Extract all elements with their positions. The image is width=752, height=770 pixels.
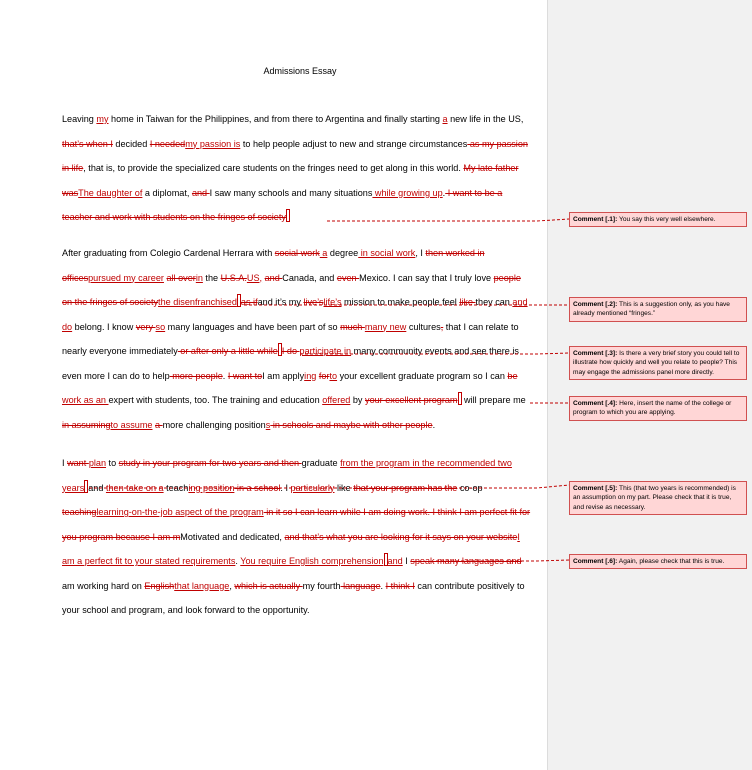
- deletion-run: ,: [440, 321, 444, 332]
- text-run: .: [235, 556, 241, 566]
- text-run: belong. I know: [72, 321, 136, 332]
- deletion-run: in it so I can learn while I am doing work. I think I am perfect fit for you program because I am m: [62, 507, 531, 542]
- insertion-run: ing: [304, 370, 317, 381]
- comment-3-text: Is there a very brief story you could tell to illustrate how quickly and well you relate to people? This may engage the admissions panel more directly.: [573, 350, 740, 376]
- comment-5-text: This (that two years is recommended) is an assumption on my part. Please check that it is true, and revise as necessary.: [573, 485, 736, 511]
- text-run: After graduating from Colegio Cardenal Herrara with: [62, 248, 275, 258]
- text-run: cultures: [406, 321, 441, 332]
- deletion-run: much: [340, 321, 365, 332]
- deletion-run: I want to be a teacher and work with students on the fringes of society: [62, 187, 503, 222]
- deletion-run: study in your program for two years and then: [118, 458, 302, 468]
- deletion-run: and: [191, 187, 210, 198]
- text-run: by: [350, 395, 366, 405]
- text-run: co-op: [457, 482, 483, 493]
- deletion-run: social work: [274, 248, 320, 258]
- comment-3[interactable]: [569, 346, 747, 380]
- deletion-run: and: [264, 272, 283, 283]
- insertion-run: my: [96, 114, 109, 124]
- text-run: to: [106, 458, 119, 468]
- comment-2-text: This is a suggestion only, as you have already mentioned “fringes.”: [573, 301, 730, 318]
- text-run: I: [62, 458, 68, 468]
- insertion-run: many new: [364, 321, 407, 332]
- text-run: am working hard on: [62, 580, 145, 591]
- text-run: .: [432, 419, 436, 430]
- text-run: graduate: [301, 458, 341, 468]
- text-run: teach: [163, 482, 189, 493]
- deletion-run: in schools and maybe with other people: [270, 419, 433, 430]
- text-run: the: [202, 272, 221, 283]
- text-run: a diplomat,: [142, 187, 192, 198]
- comment-1-text: You say this very well elsewhere.: [617, 216, 716, 223]
- connector-6: [436, 560, 569, 561]
- insertion-run: that language: [174, 580, 230, 591]
- deletion-run: all over: [166, 272, 196, 283]
- comment-3-label: Comment [.3]:: [573, 350, 618, 357]
- text-run: I saw many schools and many situations: [209, 187, 373, 198]
- deletion-run: that’s when I: [62, 138, 113, 149]
- text-run: new life in the US,: [447, 114, 524, 124]
- text-run: like: [334, 482, 354, 493]
- insertion-run: You require English comprehension: [240, 556, 384, 566]
- text-run: degree: [327, 248, 359, 258]
- insertion-run: offered: [322, 395, 351, 405]
- deletion-run: and that’s what you are looking for it says on your website: [284, 531, 518, 542]
- deletion-run: which is actually: [234, 580, 303, 591]
- deletion-run: want: [67, 458, 89, 468]
- text-run: .: [380, 580, 386, 591]
- comment-1[interactable]: [569, 212, 747, 227]
- insertion-run: while growing up: [372, 187, 443, 198]
- deletion-run: language: [340, 580, 381, 591]
- comment-4[interactable]: [569, 396, 747, 421]
- insertion-run: life’s: [323, 297, 342, 307]
- insertion-run: a: [319, 248, 328, 258]
- deletion-run: like: [459, 297, 476, 307]
- essay-title: Admissions Essay: [263, 66, 337, 76]
- insertion-run: to assume: [110, 419, 153, 430]
- connector-1: [327, 219, 569, 221]
- comment-5-label: Comment [.5]:: [573, 485, 618, 492]
- text-run: . I: [280, 482, 291, 493]
- text-run: that I can relate to nearly everyone immediately: [62, 321, 519, 356]
- deletion-run: or after only a little while: [177, 346, 278, 356]
- deletion-run: I think I: [385, 580, 415, 591]
- deletion-run: teaching: [62, 507, 97, 517]
- insertion-run: the disenfranchised: [158, 297, 237, 307]
- deletion-run: I want to: [227, 370, 263, 381]
- insertion-run: US,: [246, 272, 263, 283]
- comment-6-label: Comment [.6]:: [573, 558, 618, 565]
- insertion-run: in: [195, 272, 203, 283]
- connector-5: [89, 485, 569, 488]
- text-run: Leaving: [62, 114, 97, 124]
- insertion-run: I am a perfect fit to your stated requirements: [62, 531, 520, 566]
- deletion-run: people on the fringes of society: [62, 272, 521, 307]
- insertion-run: plan: [88, 458, 107, 468]
- text-run: decided: [112, 138, 150, 149]
- text-run: .: [222, 370, 228, 381]
- comment-6[interactable]: [569, 554, 747, 569]
- text-run: Mexico. I can say that I truly love: [359, 272, 494, 283]
- text-run: expert with students, too. The training and education: [108, 395, 323, 405]
- insertion-run: so: [155, 321, 166, 332]
- text-run: ,: [229, 580, 235, 591]
- deletion-run: in assuming: [62, 419, 111, 430]
- text-run: mission to make people feel: [341, 297, 460, 307]
- insertion-run: particularly: [290, 482, 335, 493]
- text-run: I: [402, 556, 411, 566]
- insertion-run: work as an: [62, 395, 109, 405]
- deletion-run: live’s: [303, 297, 324, 307]
- text-run: and it’s my: [257, 297, 304, 307]
- insertion-run: learning-on-the-job aspect of the program: [96, 507, 264, 517]
- deletion-run: U.S.A.: [220, 272, 247, 283]
- insertion-run: in social work: [358, 248, 416, 258]
- text-run: Canada, and: [282, 272, 337, 283]
- text-run: to help people adjust to new and strange circumstances: [240, 138, 468, 149]
- insertion-run: a: [442, 114, 448, 124]
- deletion-run: that your program has the: [353, 482, 458, 493]
- text-run: , that is, to provide the specialized care students on the fringes need to get along in this world.: [83, 163, 464, 173]
- insertion-run: pursued my career: [88, 272, 164, 283]
- text-run: will prepare me: [461, 395, 526, 405]
- deletion-run: I do: [281, 346, 300, 356]
- deletion-run: then worked in offices: [62, 248, 485, 283]
- insertion-run: to: [329, 370, 338, 381]
- deletion-run: speak many languages and: [410, 556, 522, 566]
- insertion-run: The daughter of: [78, 187, 143, 198]
- insertion-run: and do: [62, 297, 528, 332]
- text-run: more challenging position: [162, 419, 266, 430]
- deletion-run: your excellent program: [365, 395, 458, 405]
- text-run: , I: [415, 248, 426, 258]
- text-run: your excellent graduate program so I can: [337, 370, 508, 381]
- text-run: my fourth: [302, 580, 341, 591]
- insertion-run: then take on a: [105, 482, 164, 493]
- deletion-run: I needed: [149, 138, 186, 149]
- insertion-run: from the program in the recommended two years: [62, 458, 512, 493]
- text-run: they can: [475, 297, 513, 307]
- deletion-run: a: [155, 419, 163, 430]
- insertion-run: participate in: [299, 346, 352, 356]
- deletion-run: English: [144, 580, 175, 591]
- deletion-run: be: [507, 370, 518, 381]
- text-run: can contribute positively to your school and program, and look forward to the opportunity.: [62, 580, 525, 615]
- deletion-run: for: [318, 370, 330, 381]
- comment-2[interactable]: [569, 297, 747, 322]
- text-run: I am apply: [262, 370, 305, 381]
- text-run: many community events and see there is even more I can do to help: [62, 346, 519, 381]
- comment-4-label: Comment [.4]:: [573, 400, 618, 407]
- insertion-run: my passion is: [185, 138, 241, 149]
- comment-4-text: Here, insert the name of the college or program to which you are applying.: [573, 400, 732, 417]
- deletion-run: as if: [240, 297, 258, 307]
- comment-2-label: Comment [.2]:: [573, 301, 618, 308]
- deletion-run: as my passion in life: [62, 138, 528, 173]
- deletion-run: My late father was: [62, 163, 519, 198]
- text-run: and: [88, 482, 106, 493]
- deletion-run: more people: [169, 370, 223, 381]
- text-run: home in Taiwan for the Philippines, and from there to Argentina and finally starting: [108, 114, 443, 124]
- insertion-run: and: [387, 556, 403, 566]
- comment-6-text: Again, please check that this is true.: [617, 558, 725, 565]
- deletion-run: very: [135, 321, 156, 332]
- connector-3: [300, 353, 569, 354]
- comment-5[interactable]: [569, 481, 747, 515]
- insertion-run: ing position: [188, 482, 235, 493]
- deletion-run: even: [336, 272, 360, 283]
- text-run: .: [442, 187, 446, 198]
- insertion-run: s: [265, 419, 271, 430]
- text-run: many languages and have been part of so: [165, 321, 341, 332]
- comment-1-label: Comment [.1]:: [573, 216, 618, 223]
- deletion-run: in a school: [234, 482, 281, 493]
- text-run: Motivated and dedicated,: [180, 531, 285, 542]
